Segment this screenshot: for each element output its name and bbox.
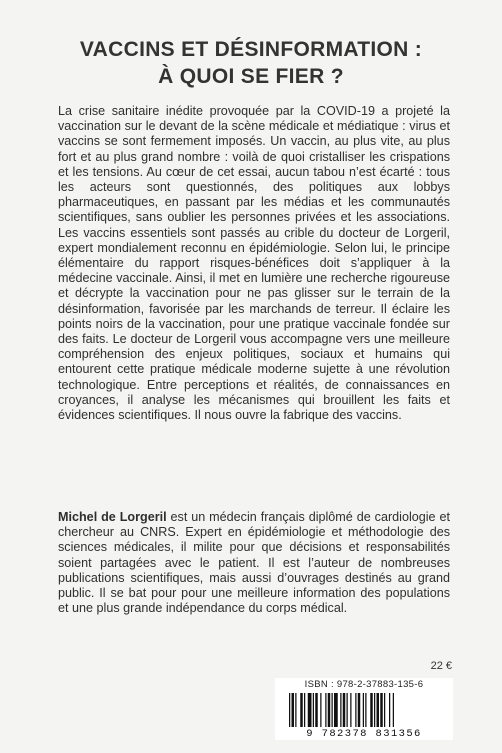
barcode-bar xyxy=(347,693,348,727)
barcode-bar xyxy=(300,693,303,727)
barcode-bar xyxy=(343,693,346,727)
author-bio xyxy=(58,510,450,616)
author-bio-text: est un médecin français diplômé de cardiologie et chercheur au CNRS. Expert en épidémiologie et méthodologie des sciences médicales, il milite pour que décisions et responsabilités soient partagées avec le patient. Il est l’auteur de nombreuses publications scientifiques, mais aussi d’ouvrages destinés au grand public. Il se bat pour pour une meilleure information des populations et une plus grande indépendance du corps médical. xyxy=(58,510,450,616)
price-label: 22 € xyxy=(430,660,452,672)
isbn-label: ISBN : 978-2-37883-135-6 xyxy=(304,679,424,690)
barcode-bar xyxy=(332,693,333,727)
barcode-bar xyxy=(340,693,341,727)
barcode-bar xyxy=(393,693,394,727)
barcode-bar xyxy=(328,693,331,727)
barcode-bar xyxy=(308,693,312,727)
barcode-bar xyxy=(363,693,364,727)
barcode-bar xyxy=(295,693,296,727)
barcode-block xyxy=(275,678,453,740)
barcode-bar xyxy=(315,693,318,727)
barcode-bar xyxy=(350,693,351,727)
barcode-bar xyxy=(313,693,314,727)
barcode-bar xyxy=(365,693,366,727)
title-line-2: À QUOI SE FIER ? xyxy=(158,65,344,88)
barcode-bar xyxy=(374,693,375,727)
title-line-1: VACCINS ET DÉSINFORMATION : xyxy=(79,38,423,61)
book-title xyxy=(40,36,462,90)
barcode-bar xyxy=(377,693,380,727)
barcode-bar xyxy=(289,693,290,727)
barcode-bar xyxy=(380,693,383,727)
barcode-bar xyxy=(355,693,356,727)
barcode-bar xyxy=(358,693,361,727)
barcode-bar xyxy=(325,693,326,727)
barcode-bar xyxy=(389,693,390,727)
barcode-bar xyxy=(334,693,338,727)
barcode-bar xyxy=(370,693,373,727)
author-name: Michel de Lorgeril xyxy=(58,510,167,524)
barcode-icon xyxy=(287,693,441,729)
barcode-bar xyxy=(384,693,385,727)
barcode-bar xyxy=(292,693,295,727)
ean-number: 9 782378 831356 xyxy=(306,728,422,740)
barcode-bar xyxy=(304,693,305,727)
book-summary: La crise sanitaire inédite provoquée par la COVID-19 a projeté la vaccination sur le devant de la scène médicale et médiatique : virus et vaccins se sont fermement imposés. Un vaccin, au plus vite, au plus fort et au plus grand nombre : voilà de quoi cristalliser les crispations et les tensions. Au cœur de cet essai, aucun tabou n’est écarté : tous les acteurs sont questionnés, des politiques aux lobbys pharmaceutiques, en passant par les médias et les communautés scientifiques, sans oublier les personnes privées et les associations. Les vaccins essentiels sont passés au crible du docteur de Lorgeril, expert mondialement reconnu en épidémiologie. Selon lui, le principe élémentaire du rapport risques-bénéfices doit s’appliquer à la médecine vaccinale. Ainsi, il met en lumière une recherche rigoureuse et décrypte la vaccination pour ne pas glisser sur le terrain de la désinformation, favorisée par les marchands de terreur. Il éclaire les points noirs de la vaccination, pour une pratique vaccinale fondée sur des faits. Le docteur de Lorgeril vous accompagne vers une meilleure compréhension des enjeux politiques, sociaux et humains qui entourent cette pratique médicale moderne sujette à une révolution technologique. Entre perceptions et réalités, de connaissances en croyances, il analyse les mécanismes qui brouillent les faits et évidences scientifiques. Il nous ouvre la fabrique des vaccins. xyxy=(58,104,450,423)
barcode-bar xyxy=(320,693,321,727)
